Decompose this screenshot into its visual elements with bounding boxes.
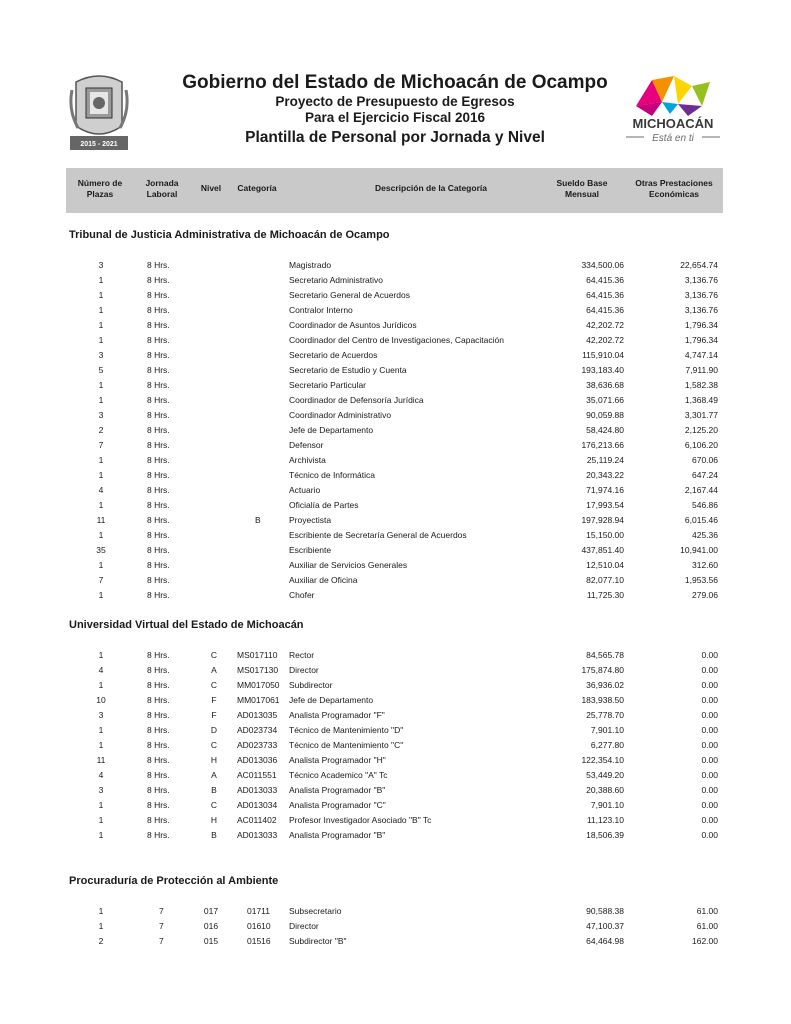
cell-otras-prestaciones: 0.00 — [701, 770, 718, 780]
cell-jornada: 8 Hrs. — [147, 785, 170, 795]
table-row — [0, 693, 791, 708]
cell-otras-prestaciones: 546.86 — [692, 500, 718, 510]
brand-name: MICHOACÁN — [632, 116, 714, 131]
table-row — [0, 408, 791, 423]
header-otras-prestaciones: Otras Prestaciones Económicas — [635, 178, 713, 199]
cell-descripcion: Actuario — [289, 485, 321, 495]
header-descripcion: Descripción de la Categoría — [375, 183, 487, 193]
cell-plazas: 3 — [98, 350, 104, 360]
cell-descripcion: Técnico de Mantenimiento "C" — [289, 740, 404, 750]
cell-descripcion: Técnico Academico "A" Tc — [289, 770, 388, 780]
cell-otras-prestaciones: 670.06 — [692, 455, 718, 465]
table-row — [0, 573, 791, 588]
cell-nivel: 017 — [203, 906, 219, 916]
cell-sueldo: 47,100.37 — [586, 921, 624, 931]
cell-otras-prestaciones: 0.00 — [701, 710, 718, 720]
cell-sueldo: 64,415.36 — [586, 305, 624, 315]
cell-categoria: AC011551 — [237, 770, 277, 780]
cell-sueldo: 36,936.02 — [586, 680, 624, 690]
table-row — [0, 498, 791, 513]
cell-plazas: 3 — [98, 260, 104, 270]
cell-sueldo: 17,993.54 — [586, 500, 624, 510]
cell-descripcion: Archivista — [289, 455, 326, 465]
section-title: Universidad Virtual del Estado de Michoacán — [69, 619, 304, 631]
cell-descripcion: Director — [289, 921, 319, 931]
cell-plazas: 1 — [98, 335, 104, 345]
cell-sueldo: 90,588.38 — [586, 906, 624, 916]
cell-plazas: 1 — [98, 830, 104, 840]
table-row — [0, 528, 791, 543]
cell-jornada: 8 Hrs. — [147, 320, 170, 330]
table-row — [0, 303, 791, 318]
cell-plazas: 3 — [98, 710, 104, 720]
table-row — [0, 258, 791, 273]
table-row — [0, 768, 791, 783]
logo-caption: 2015 - 2021 — [80, 141, 118, 148]
table-row — [0, 783, 791, 798]
cell-categoria: B — [255, 515, 261, 525]
cell-descripcion: Secretario Particular — [289, 380, 367, 390]
cell-sueldo: 20,388.60 — [586, 785, 624, 795]
cell-otras-prestaciones: 10,941.00 — [680, 545, 718, 555]
cell-sueldo: 18,506.39 — [586, 830, 624, 840]
cell-sueldo: 176,213.66 — [581, 440, 624, 450]
cell-otras-prestaciones: 1,368.49 — [684, 395, 718, 405]
document-subtitle-3: Plantilla de Personal por Jornada y Nivel — [245, 129, 545, 146]
cell-jornada: 8 Hrs. — [147, 560, 170, 570]
cell-plazas: 1 — [98, 395, 104, 405]
cell-descripcion: Coordinador de Asuntos Jurídicos — [289, 320, 417, 330]
cell-sueldo: 71,974.16 — [586, 485, 624, 495]
cell-sueldo: 82,077.10 — [586, 575, 624, 585]
cell-sueldo: 38,636.68 — [586, 380, 624, 390]
cell-plazas: 11 — [96, 755, 106, 765]
cell-plazas: 1 — [98, 320, 104, 330]
cell-sueldo: 183,938.50 — [581, 695, 624, 705]
cell-descripcion: Analista Programador "F" — [289, 710, 385, 720]
cell-otras-prestaciones: 6,015.46 — [684, 515, 718, 525]
cell-descripcion: Analista Programador "C" — [289, 800, 386, 810]
cell-plazas: 2 — [98, 936, 104, 946]
cell-plazas: 1 — [98, 740, 104, 750]
document-title: Gobierno del Estado de Michoacán de Ocampo — [182, 72, 608, 93]
table-row — [0, 483, 791, 498]
cell-nivel: F — [211, 710, 217, 720]
document-subtitle-1: Proyecto de Presupuesto de Egresos — [275, 94, 515, 109]
cell-jornada: 8 Hrs. — [147, 740, 170, 750]
section-title: Procuraduría de Protección al Ambiente — [69, 875, 279, 887]
cell-descripcion: Analista Programador "B" — [289, 785, 386, 795]
cell-categoria: MS017110 — [237, 650, 278, 660]
cell-sueldo: 64,464.98 — [586, 936, 624, 946]
cell-jornada: 8 Hrs. — [147, 260, 170, 270]
cell-otras-prestaciones: 0.00 — [701, 785, 718, 795]
cell-plazas: 7 — [98, 575, 104, 585]
header-sueldo: Sueldo Base Mensual — [556, 178, 608, 199]
cell-otras-prestaciones: 0.00 — [701, 815, 718, 825]
cell-jornada: 8 Hrs. — [147, 590, 170, 600]
cell-otras-prestaciones: 0.00 — [701, 725, 718, 735]
cell-jornada: 8 Hrs. — [147, 305, 170, 315]
cell-categoria: 01516 — [247, 936, 271, 946]
document-header — [150, 72, 640, 148]
cell-plazas: 1 — [98, 530, 104, 540]
cell-jornada: 8 Hrs. — [147, 335, 170, 345]
cell-plazas: 4 — [98, 485, 104, 495]
table-row — [0, 393, 791, 408]
cell-descripcion: Coordinador del Centro de Investigaciones, Capacitación — [289, 335, 504, 345]
table-header — [66, 168, 723, 213]
cell-descripcion: Chofer — [289, 590, 315, 600]
cell-jornada: 8 Hrs. — [147, 275, 170, 285]
cell-sueldo: 115,910.04 — [582, 350, 624, 360]
cell-jornada: 8 Hrs. — [147, 290, 170, 300]
table-row — [0, 438, 791, 453]
table-row — [0, 678, 791, 693]
cell-jornada: 8 Hrs. — [147, 800, 170, 810]
brand-tagline: Está en ti — [652, 133, 694, 144]
cell-plazas: 1 — [98, 680, 104, 690]
table-row — [0, 904, 791, 919]
cell-plazas: 10 — [96, 695, 106, 705]
cell-otras-prestaciones: 0.00 — [701, 695, 718, 705]
table-row — [0, 708, 791, 723]
cell-nivel: H — [210, 755, 218, 765]
cell-plazas: 35 — [96, 545, 106, 555]
section-title: Tribunal de Justicia Administrativa de Michoacán de Ocampo — [69, 229, 390, 241]
cell-jornada: 8 Hrs. — [147, 830, 170, 840]
cell-sueldo: 25,778.70 — [586, 710, 624, 720]
table-row — [0, 648, 791, 663]
document-subtitle-2: Para el Ejercicio Fiscal 2016 — [304, 110, 486, 125]
cell-otras-prestaciones: 2,167.44 — [684, 485, 718, 495]
cell-otras-prestaciones: 0.00 — [701, 650, 718, 660]
cell-plazas: 1 — [98, 275, 104, 285]
cell-otras-prestaciones: 312.60 — [692, 560, 718, 570]
cell-sueldo: 35,071.66 — [586, 395, 624, 405]
cell-nivel: D — [210, 725, 218, 735]
cell-descripcion: Oficialía de Partes — [289, 500, 359, 510]
cell-descripcion: Auxiliar de Servicios Generales — [289, 560, 408, 570]
cell-plazas: 1 — [98, 470, 104, 480]
cell-categoria: AD013034 — [237, 800, 278, 810]
cell-sueldo: 12,510.04 — [586, 560, 624, 570]
table-row — [0, 723, 791, 738]
table-row — [0, 348, 791, 363]
cell-nivel: A — [211, 770, 217, 780]
cell-descripcion: Coordinador Administrativo — [289, 410, 392, 420]
table-row — [0, 453, 791, 468]
cell-nivel: C — [210, 740, 218, 750]
cell-otras-prestaciones: 2,125.20 — [684, 425, 718, 435]
cell-sueldo: 437,851.40 — [581, 545, 624, 555]
cell-descripcion: Coordinador de Defensoría Jurídica — [289, 395, 424, 405]
header-categoria: Categoría — [237, 183, 277, 193]
cell-categoria: 01610 — [247, 921, 271, 931]
cell-plazas: 4 — [98, 665, 104, 675]
cell-sueldo: 197,928.94 — [581, 515, 624, 525]
cell-descripcion: Subdirector — [289, 680, 333, 690]
table-row — [0, 588, 791, 603]
cell-descripcion: Jefe de Departamento — [289, 425, 374, 435]
cell-descripcion: Secretario de Acuerdos — [289, 350, 378, 360]
cell-otras-prestaciones: 3,136.76 — [684, 290, 718, 300]
cell-otras-prestaciones: 61.00 — [696, 906, 718, 916]
cell-sueldo: 7,901.10 — [590, 800, 624, 810]
cell-jornada: 8 Hrs. — [147, 815, 170, 825]
cell-plazas: 1 — [98, 800, 104, 810]
cell-descripcion: Subsecretario — [289, 906, 342, 916]
cell-descripcion: Técnico de Mantenimiento "D" — [289, 725, 404, 735]
cell-sueldo: 64,415.36 — [586, 290, 624, 300]
table-row — [0, 558, 791, 573]
cell-descripcion: Secretario Administrativo — [289, 275, 384, 285]
cell-plazas: 5 — [98, 365, 104, 375]
cell-sueldo: 334,500.06 — [581, 260, 624, 270]
table-row — [0, 934, 791, 949]
cell-categoria: AD023734 — [237, 725, 278, 735]
cell-plazas: 3 — [98, 410, 104, 420]
cell-sueldo: 15,150.00 — [586, 530, 624, 540]
table-row — [0, 288, 791, 303]
table-row — [0, 513, 791, 528]
cell-jornada: 8 Hrs. — [147, 755, 170, 765]
cell-nivel: F — [211, 695, 217, 705]
cell-jornada: 8 Hrs. — [147, 455, 170, 465]
cell-descripcion: Rector — [289, 650, 315, 660]
cell-nivel: 015 — [203, 936, 219, 946]
cell-descripcion: Director — [289, 665, 319, 675]
cell-jornada: 7 — [159, 906, 164, 916]
cell-nivel: C — [210, 650, 218, 660]
cell-otras-prestaciones: 1,953.56 — [684, 575, 718, 585]
cell-jornada: 8 Hrs. — [147, 395, 170, 405]
cell-jornada: 8 Hrs. — [147, 680, 170, 690]
cell-categoria: AD023733 — [237, 740, 278, 750]
cell-otras-prestaciones: 0.00 — [701, 830, 718, 840]
cell-descripcion: Secretario de Estudio y Cuenta — [289, 365, 407, 375]
cell-descripcion: Defensor — [289, 440, 324, 450]
cell-nivel: A — [211, 665, 217, 675]
cell-jornada: 7 — [159, 936, 164, 946]
cell-jornada: 8 Hrs. — [147, 440, 170, 450]
cell-sueldo: 175,874.80 — [581, 665, 624, 675]
cell-descripcion: Proyectista — [289, 515, 332, 525]
cell-sueldo: 11,725.30 — [586, 590, 624, 600]
cell-plazas: 1 — [98, 590, 104, 600]
cell-sueldo: 64,415.36 — [586, 275, 624, 285]
cell-jornada: 8 Hrs. — [147, 470, 170, 480]
cell-sueldo: 11,123.10 — [586, 815, 624, 825]
cell-otras-prestaciones: 7,911.90 — [685, 365, 718, 375]
cell-jornada: 8 Hrs. — [147, 380, 170, 390]
cell-otras-prestaciones: 61.00 — [696, 921, 718, 931]
cell-jornada: 7 — [159, 921, 164, 931]
cell-jornada: 8 Hrs. — [147, 725, 170, 735]
cell-plazas: 1 — [98, 455, 104, 465]
cell-categoria: 01711 — [247, 906, 271, 916]
cell-nivel: B — [211, 785, 217, 795]
cell-sueldo: 90,059.88 — [586, 410, 624, 420]
table-row — [0, 738, 791, 753]
table-row — [0, 333, 791, 348]
cell-jornada: 8 Hrs. — [147, 365, 170, 375]
cell-nivel: C — [210, 680, 218, 690]
table-row — [0, 663, 791, 678]
cell-otras-prestaciones: 0.00 — [701, 800, 718, 810]
cell-jornada: 8 Hrs. — [147, 545, 170, 555]
cell-plazas: 1 — [98, 906, 104, 916]
cell-categoria: AD013036 — [237, 755, 278, 765]
cell-plazas: 1 — [98, 921, 104, 931]
cell-descripcion: Contralor Interno — [289, 305, 353, 315]
cell-plazas: 2 — [98, 425, 104, 435]
table-row — [0, 828, 791, 843]
cell-otras-prestaciones: 4,747.14 — [684, 350, 718, 360]
cell-categoria: AD013033 — [237, 785, 278, 795]
cell-categoria: MM017061 — [237, 695, 280, 705]
cell-jornada: 8 Hrs. — [147, 770, 170, 780]
table-row — [0, 813, 791, 828]
cell-otras-prestaciones: 425.36 — [692, 530, 718, 540]
cell-plazas: 1 — [98, 290, 104, 300]
michoacan-brand-logo — [622, 72, 724, 144]
cell-otras-prestaciones: 279.06 — [692, 590, 718, 600]
cell-sueldo: 7,901.10 — [590, 725, 624, 735]
table-row — [0, 468, 791, 483]
cell-plazas: 1 — [98, 650, 104, 660]
cell-otras-prestaciones: 3,136.76 — [684, 305, 718, 315]
cell-descripcion: Técnico de Informática — [289, 470, 375, 480]
cell-descripcion: Analista Programador "H" — [289, 755, 386, 765]
cell-descripcion: Escribiente de Secretaría General de Acuerdos — [289, 530, 467, 540]
cell-descripcion: Analista Programador "B" — [289, 830, 386, 840]
cell-otras-prestaciones: 1,796.34 — [684, 320, 718, 330]
cell-categoria: AD013033 — [237, 830, 278, 840]
cell-plazas: 4 — [98, 770, 104, 780]
header-jornada: Jornada Laboral — [145, 178, 179, 199]
table-row — [0, 753, 791, 768]
cell-sueldo: 193,183.40 — [581, 365, 624, 375]
cell-otras-prestaciones: 1,796.34 — [684, 335, 718, 345]
cell-descripcion: Escribiente — [289, 545, 332, 555]
cell-otras-prestaciones: 22,654.74 — [680, 260, 718, 270]
cell-otras-prestaciones: 0.00 — [701, 740, 718, 750]
table-row — [0, 318, 791, 333]
cell-descripcion: Jefe de Departamento — [289, 695, 374, 705]
cell-descripcion: Magistrado — [289, 260, 332, 270]
cell-categoria: MS017130 — [237, 665, 279, 675]
cell-otras-prestaciones: 0.00 — [701, 680, 718, 690]
cell-sueldo: 25,119.24 — [586, 455, 624, 465]
cell-jornada: 8 Hrs. — [147, 575, 170, 585]
cell-nivel: 016 — [203, 921, 219, 931]
cell-jornada: 8 Hrs. — [147, 515, 170, 525]
cell-otras-prestaciones: 0.00 — [701, 665, 718, 675]
cell-descripcion: Auxiliar de Oficina — [289, 575, 358, 585]
cell-descripcion: Profesor Investigador Asociado "B" Tc — [289, 815, 432, 825]
cell-jornada: 8 Hrs. — [147, 500, 170, 510]
cell-jornada: 8 Hrs. — [147, 710, 170, 720]
cell-plazas: 1 — [98, 815, 104, 825]
coat-of-arms-logo — [68, 70, 130, 154]
table-row — [0, 378, 791, 393]
cell-categoria: AD013035 — [237, 710, 278, 720]
cell-nivel: B — [211, 830, 217, 840]
cell-nivel: C — [210, 800, 218, 810]
cell-jornada: 8 Hrs. — [147, 695, 170, 705]
cell-plazas: 3 — [98, 785, 104, 795]
table-row — [0, 919, 791, 934]
cell-sueldo: 122,354.10 — [581, 755, 624, 765]
cell-sueldo: 42,202.72 — [586, 335, 624, 345]
header-plazas: Número de Plazas — [77, 178, 123, 199]
cell-plazas: 1 — [98, 560, 104, 570]
cell-jornada: 8 Hrs. — [147, 650, 170, 660]
cell-descripcion: Subdirector "B" — [289, 936, 347, 946]
cell-sueldo: 6,277.80 — [590, 740, 624, 750]
cell-plazas: 1 — [98, 725, 104, 735]
table-row — [0, 423, 791, 438]
cell-otras-prestaciones: 0.00 — [701, 755, 718, 765]
cell-otras-prestaciones: 6,106.20 — [684, 440, 718, 450]
table-row — [0, 273, 791, 288]
cell-sueldo: 20,343.22 — [586, 470, 624, 480]
cell-jornada: 8 Hrs. — [147, 665, 170, 675]
table-row — [0, 798, 791, 813]
cell-otras-prestaciones: 3,301.77 — [684, 410, 718, 420]
header-nivel: Nivel — [200, 183, 222, 193]
cell-jornada: 8 Hrs. — [147, 350, 170, 360]
cell-sueldo: 53,449.20 — [586, 770, 624, 780]
cell-nivel: H — [210, 815, 218, 825]
cell-jornada: 8 Hrs. — [147, 485, 170, 495]
cell-categoria: MM017050 — [237, 680, 280, 690]
cell-sueldo: 58,424.80 — [586, 425, 624, 435]
cell-jornada: 8 Hrs. — [147, 425, 170, 435]
cell-sueldo: 42,202.72 — [586, 320, 624, 330]
cell-otras-prestaciones: 3,136.76 — [684, 275, 718, 285]
table-row — [0, 363, 791, 378]
cell-plazas: 1 — [98, 380, 104, 390]
cell-plazas: 7 — [98, 440, 104, 450]
cell-jornada: 8 Hrs. — [147, 410, 170, 420]
cell-jornada: 8 Hrs. — [147, 530, 170, 540]
cell-otras-prestaciones: 162.00 — [692, 936, 718, 946]
cell-plazas: 1 — [98, 500, 104, 510]
cell-otras-prestaciones: 647.24 — [692, 470, 718, 480]
cell-plazas: 11 — [96, 515, 106, 525]
cell-otras-prestaciones: 1,582.38 — [684, 380, 718, 390]
cell-sueldo: 84,565.78 — [586, 650, 624, 660]
cell-plazas: 1 — [98, 305, 104, 315]
cell-categoria: AC011402 — [237, 815, 277, 825]
cell-descripcion: Secretario General de Acuerdos — [289, 290, 410, 300]
table-row — [0, 543, 791, 558]
